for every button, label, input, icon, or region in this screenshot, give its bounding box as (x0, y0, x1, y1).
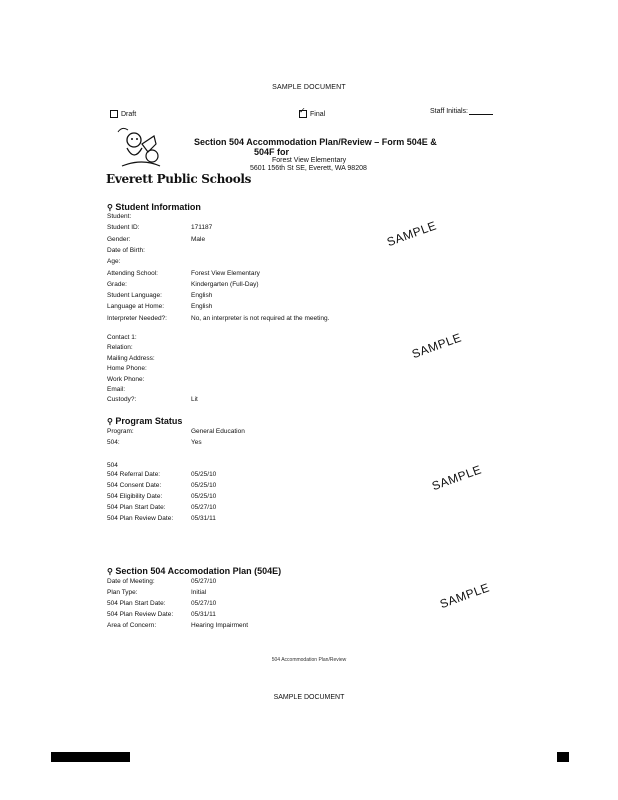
plan-field-value: Initial (191, 589, 207, 596)
plan-field-label: 504 Plan Start Date: (107, 600, 166, 607)
final-label: Final (310, 110, 326, 118)
program-field-label: 504: (107, 439, 120, 446)
sample-watermark: SAMPLE (438, 580, 492, 612)
date-504-field-label: 504 Referral Date: (107, 471, 161, 478)
plan-icon: ⚲ (107, 567, 113, 576)
date-504-field-row (107, 492, 216, 501)
contact-field-label: Mailing Address: (107, 354, 155, 362)
school-name: Forest View Elementary (272, 157, 347, 164)
contact-field-row (107, 385, 191, 394)
contact-field-row (107, 375, 191, 384)
plan-field-row (107, 588, 206, 597)
document-footer: SAMPLE DOCUMENT (273, 694, 345, 701)
plan-field-value: 05/31/11 (191, 611, 216, 618)
draft-option[interactable] (110, 110, 136, 118)
student-field-label: Student Language: (107, 292, 162, 300)
scan-bar-right (557, 752, 569, 762)
contact-field-row (107, 395, 198, 404)
school-address: 5601 156th St SE, Everett, WA 98208 (250, 165, 367, 172)
contact-field-row (107, 354, 191, 363)
form-title-line2: 504F for (254, 147, 290, 157)
final-option[interactable] (299, 110, 325, 118)
student-field-value: Male (191, 235, 206, 243)
date-504-field-label: 504 Plan Start Date: (107, 504, 166, 511)
student-field-label: Interpreter Needed?: (107, 314, 167, 322)
final-checkbox[interactable] (299, 110, 307, 118)
staff-initials-field[interactable] (469, 114, 493, 115)
program-field-value: Yes (191, 439, 202, 446)
plan-field-row (107, 577, 216, 586)
student-field-label: Date of Birth: (107, 246, 145, 254)
date-504-field-label: 504 Plan Review Date: (107, 515, 174, 522)
form-title-line1: Section 504 Accommodation Plan/Review – Form 504E & (194, 137, 437, 147)
draft-checkbox[interactable] (110, 110, 118, 118)
plan-field-label: Area of Concern: (107, 622, 157, 629)
plan-field-value: Hearing Impairment (191, 622, 249, 629)
date-504-field-value: 05/25/10 (191, 471, 217, 478)
sample-watermark: SAMPLE (430, 462, 484, 494)
contact-field-label: Custody?: (107, 396, 137, 404)
contact-field-label: Work Phone: (107, 375, 145, 383)
program-field-row (107, 427, 245, 436)
info-icon: ⚲ (107, 203, 113, 212)
date-504-field-row (107, 503, 216, 512)
student-field-value: English (191, 303, 213, 311)
contact-field-row (107, 364, 191, 373)
contact-field-value: Lit (191, 396, 198, 404)
staff-initials (430, 108, 493, 115)
program-field-label: Program: (107, 428, 134, 435)
date-504-field-row (107, 481, 216, 490)
school-mascot-logo (112, 122, 172, 172)
student-field-label: Student ID: (107, 224, 140, 232)
student-field-row (107, 235, 205, 244)
student-field-row (107, 269, 260, 278)
document-header: SAMPLE DOCUMENT (272, 84, 346, 91)
program-status-heading: ⚲ Program Status (107, 416, 183, 426)
contact-field-label: Email: (107, 386, 126, 393)
student-field-value: 171187 (191, 224, 213, 232)
plan-heading: ⚲ Section 504 Accomodation Plan (504E) (107, 566, 282, 576)
date-504-field-row (107, 470, 216, 479)
student-field-value: Forest View Elementary (191, 269, 260, 277)
program-field-value: General Education (191, 428, 245, 435)
sample-watermark: SAMPLE (385, 218, 439, 250)
date-504-field-label: 504 Eligibility Date: (107, 493, 163, 500)
contact-field-label: Relation: (107, 344, 133, 352)
student-field-row (107, 314, 329, 323)
student-field-value: No, an interpreter is not required at the meeting. (191, 314, 330, 322)
contact-field-row (107, 333, 191, 342)
sample-watermark: SAMPLE (410, 330, 464, 362)
student-field-row (107, 246, 191, 255)
student-field-value: Kindergarten (Full-Day) (191, 280, 259, 288)
date-504-field-value: 05/27/10 (191, 504, 217, 511)
contact-field-label: Home Phone: (107, 365, 147, 373)
date-504-field-value: 05/25/10 (191, 482, 217, 489)
contact-field-label: Contact 1: (107, 334, 137, 341)
student-field-label: Age: (107, 258, 121, 266)
plan-field-row (107, 610, 216, 619)
program-field-row (107, 438, 202, 447)
student-field-row (107, 212, 191, 221)
draft-label: Draft (121, 110, 137, 118)
student-field-value: English (191, 292, 213, 300)
contact-field-row (107, 343, 191, 352)
date-504-field-label: 504 Consent Date: (107, 482, 162, 489)
student-field-row (107, 257, 191, 266)
plan-field-value: 05/27/10 (191, 600, 217, 607)
student-field-row (107, 302, 212, 311)
plan-field-row (107, 621, 248, 630)
plan-field-value: 05/27/10 (191, 578, 217, 585)
date-504-field-value: 05/31/11 (191, 515, 216, 522)
date-504-field-value: 05/25/10 (191, 493, 217, 500)
student-field-row (107, 291, 212, 300)
footer-form-name: 504 Accommodation Plan/Review (271, 657, 347, 663)
scan-bar-left (51, 752, 130, 762)
student-field-row (107, 223, 212, 232)
student-field-label: Student: (107, 213, 132, 220)
student-field-row (107, 280, 259, 289)
school-district-name: Everett Public Schools (106, 172, 252, 186)
plan-field-label: Date of Meeting: (107, 578, 155, 585)
status-icon: ⚲ (107, 417, 113, 426)
student-field-label: Grade: (107, 280, 127, 288)
dates-504-heading: 504 (107, 462, 118, 469)
date-504-field-row (107, 514, 216, 523)
student-information-heading: ⚲ Student Information (107, 202, 201, 212)
student-field-label: Attending School: (107, 269, 158, 277)
student-field-label: Gender: (107, 235, 131, 243)
staff-initials-label: Staff Initials: (430, 108, 469, 115)
plan-field-label: Plan Type: (107, 589, 138, 596)
plan-field-row (107, 599, 216, 608)
plan-field-label: 504 Plan Review Date: (107, 611, 174, 618)
student-field-label: Language at Home: (107, 303, 165, 311)
